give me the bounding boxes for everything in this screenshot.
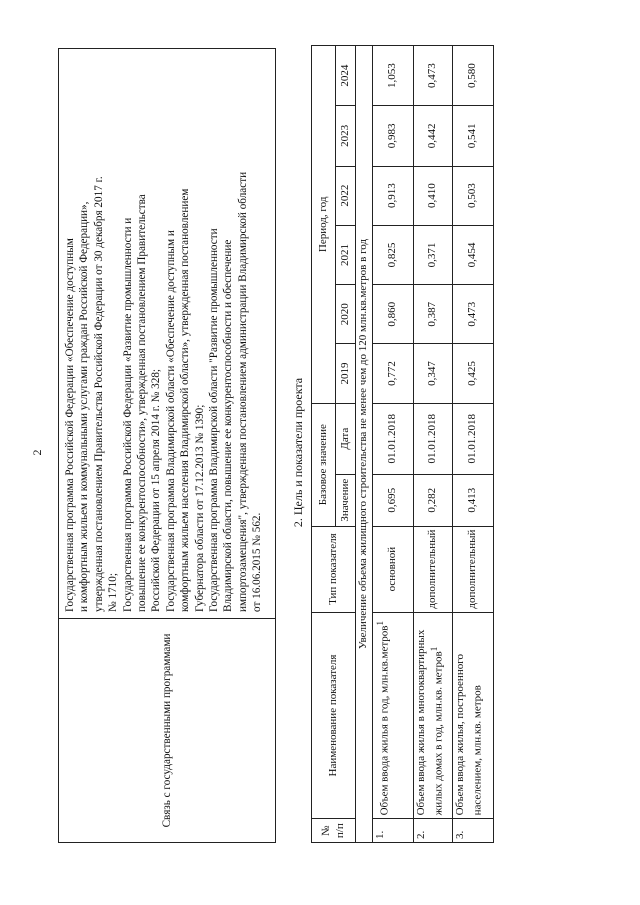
state-programs-label: Связь с государственными программами xyxy=(59,619,276,843)
header-year: 2023 xyxy=(336,106,356,166)
table-row xyxy=(452,46,493,843)
row-base-value: 0,695 xyxy=(372,474,413,526)
row-name xyxy=(413,612,452,819)
row-type: дополнительный xyxy=(452,526,493,612)
row-year-value: 0,860 xyxy=(372,285,413,344)
row-base-date: 01.01.2018 xyxy=(372,403,413,474)
row-base-date: 01.01.2018 xyxy=(413,403,452,474)
header-year: 2022 xyxy=(336,166,356,225)
row-year-value: 0,425 xyxy=(452,344,493,403)
header-year: 2020 xyxy=(336,285,356,344)
goal-text: Увеличение объема жилищного строительства не менее чем до 120 млн.кв.метров в год xyxy=(356,46,373,843)
header-year: 2021 xyxy=(336,225,356,284)
header-num: № п/п xyxy=(312,819,356,843)
state-programs-line: № 1710; xyxy=(107,573,120,612)
state-programs-line: Российской Федерации от 15 апреля 2014 г. № 328; xyxy=(150,368,163,612)
row-year-value: 0,983 xyxy=(372,106,413,166)
header-row-1 xyxy=(312,46,336,843)
row-num: 1. xyxy=(372,819,413,843)
section-2-title: 2. Цель и показатели проекта xyxy=(291,377,305,528)
row-type: дополнительный xyxy=(413,526,452,612)
state-programs-line: Владимирской области, повышение ее конкурентоспособности и обеспечение xyxy=(222,239,235,612)
state-programs-row xyxy=(59,49,276,843)
header-year: 2019 xyxy=(336,344,356,403)
table-row xyxy=(413,46,452,843)
state-programs-text xyxy=(59,49,276,619)
row-year-value: 0,825 xyxy=(372,225,413,284)
page-number: 2 xyxy=(30,449,44,456)
row-base-value: 0,413 xyxy=(452,474,493,526)
header-year: 2024 xyxy=(336,46,356,106)
row-name xyxy=(372,612,413,819)
row-year-value: 0,410 xyxy=(413,166,452,225)
state-programs-line: Государственная программа Российской Федерации «Развитие промышленности и xyxy=(121,217,134,612)
row-year-value: 0,913 xyxy=(372,166,413,225)
row-year-value: 0,371 xyxy=(413,225,452,284)
row-year-value: 0,387 xyxy=(413,285,452,344)
table-row xyxy=(372,46,413,843)
row-year-value: 0,580 xyxy=(452,46,493,106)
header-base-date: Дата xyxy=(336,403,356,474)
state-programs-line: Государственная программа Российской Федерации «Обеспечение доступным xyxy=(64,238,76,612)
state-programs-line: утвержденная постановлением Правительства Российской Федерации от 30 декабря 2017 г. xyxy=(92,176,105,612)
row-name-text: Объем ввода жилья в год, млн.кв.метров xyxy=(378,625,391,816)
row-num: 3. xyxy=(452,819,493,843)
row-year-value: 1,053 xyxy=(372,46,413,106)
row-year-value: 0,473 xyxy=(413,46,452,106)
row-year-value: 0,503 xyxy=(452,166,493,225)
state-programs-line: Государственная программа Владимирской области «Обеспечение доступным и xyxy=(164,230,177,612)
footnote-mark: 1 xyxy=(429,646,439,652)
state-programs-line: повышение ее конкурентоспособности», утвержденная постановлением Правительства xyxy=(136,194,149,612)
row-name xyxy=(452,612,493,819)
footnote-mark: 1 xyxy=(374,620,385,626)
row-year-value: 0,454 xyxy=(452,225,493,284)
indicators-table xyxy=(311,45,494,843)
state-programs-line: и комфортным жильем и коммунальными услугами граждан Российской Федерации», xyxy=(78,201,91,612)
state-programs-line: Губернатора области от 17.12.2013 № 1390; xyxy=(193,404,206,612)
row-name-text: Объем ввода жилья, построенного населением, млн.кв. метров xyxy=(453,654,484,816)
row-base-date: 01.01.2018 xyxy=(452,403,493,474)
state-programs-line: Государственная программа Владимирской области "Развитие промышленности xyxy=(208,228,221,612)
goal-row xyxy=(356,46,373,843)
header-type: Тип показателя xyxy=(312,526,356,612)
header-base: Базовое значение xyxy=(312,403,336,526)
row-year-value: 0,442 xyxy=(413,106,452,166)
row-type: основной xyxy=(372,526,413,612)
header-period: Период, год xyxy=(312,46,336,404)
row-year-value: 0,541 xyxy=(452,106,493,166)
header-name: Наименование показателя xyxy=(312,612,356,819)
row-name-text: Объем ввода жилья в многоквартирных жилых домах в год, млн.кв. метров xyxy=(414,629,445,816)
row-base-value: 0,282 xyxy=(413,474,452,526)
state-programs-line: импортозамещения", утвержденная постановлением администрации Владимирской области xyxy=(236,171,249,612)
state-programs-table xyxy=(58,48,276,843)
row-year-value: 0,473 xyxy=(452,285,493,344)
row-year-value: 0,347 xyxy=(413,344,452,403)
state-programs-line: комфортным жильем населения Владимирской области», утвержденная постановлением xyxy=(179,188,192,612)
state-programs-line: от 16.06.2015 № 562. xyxy=(251,512,264,612)
header-base-value: Значение xyxy=(336,474,356,526)
row-num: 2. xyxy=(413,819,452,843)
row-year-value: 0,772 xyxy=(372,344,413,403)
